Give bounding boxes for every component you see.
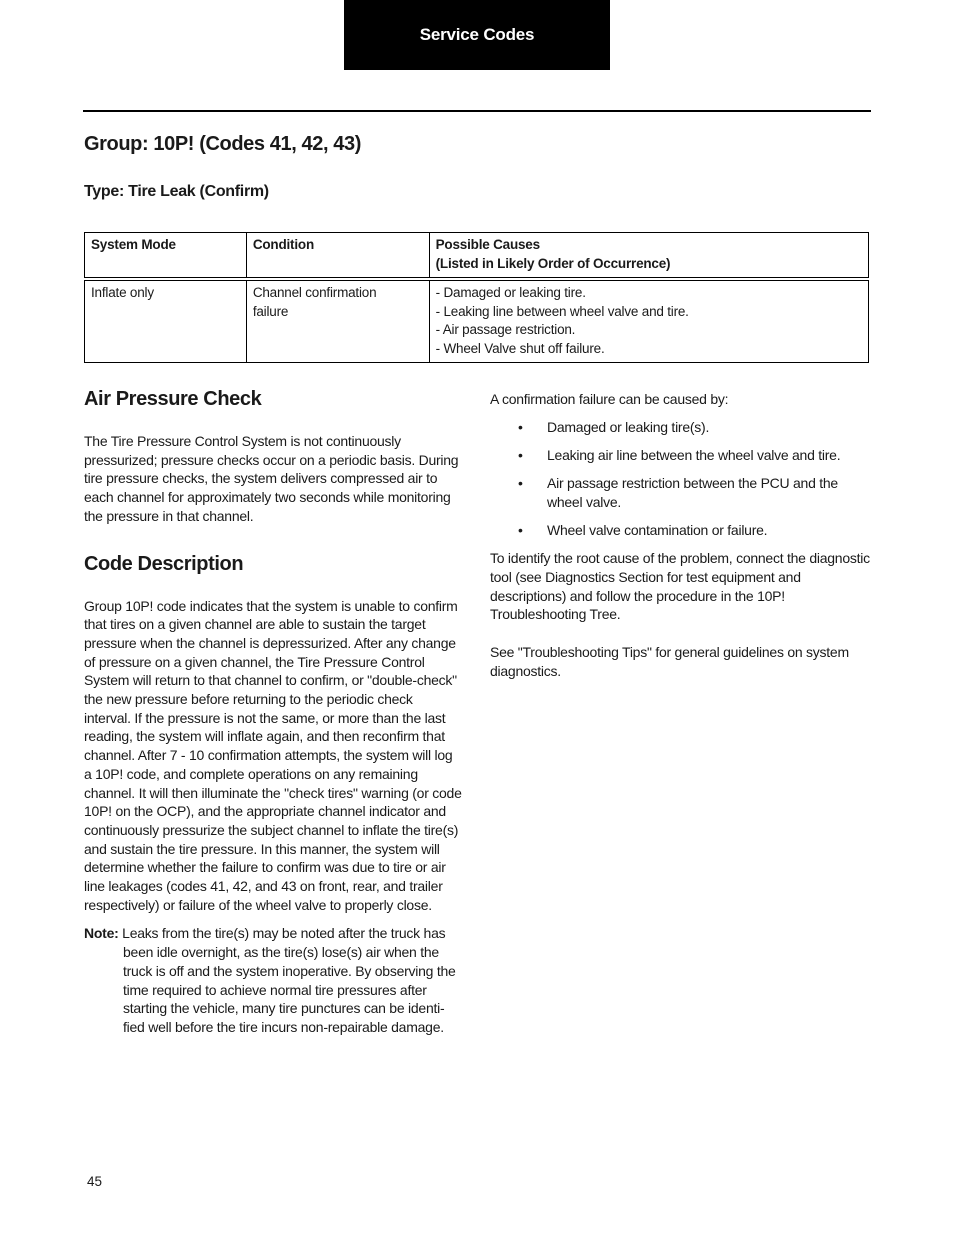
list-item [490,474,870,511]
header-possible-causes: Possible Causes (Listed in Likely Order of Occurrence) [429,233,868,280]
troubleshooting-tips-paragraph: See "Troubleshooting Tips" for general guidelines on system diagnostics. [490,644,849,679]
right-column [490,390,870,680]
air-pressure-heading: Air Pressure Check [84,388,262,410]
note-label: Note: [84,925,119,942]
bullet-icon: • [518,475,523,492]
header-condition: Condition [246,233,429,280]
page-number: 45 [87,1174,103,1189]
code-description-heading: Code Description [84,552,244,575]
bullet-icon: • [518,446,523,463]
header-system-mode: System Mode [85,233,247,280]
note-paragraph [84,924,462,1036]
note-text: Leaks from the tire(s) may be noted after the truck has been idle overnight, as the tire(s) lose(s) air when the truck is off and the system inoperative. By observing the time required to achieve normal tire pressures after starting the vehicle, many tire punctures can be identi-fied well before the tire incurs non-repairable damage. [122,925,456,1035]
cell-condition: Channel confirmation failure [246,279,429,363]
air-pressure-body: The Tire Pressure Control System is not continuously pressurized; pressure checks occur on a periodic basis. During tire pressure checks, the system delivers compressed air to each channel for approximately two seconds while monitoring the pressure in that channel. [84,433,459,524]
left-column [84,388,462,1037]
code-description-body: Group 10P! code indicates that the system is unable to confirm that tires on a given channel are able to sustain the target pressure when the channel is depressurized. After any change of pressure on a given channel, the Tire Pressure Control System will return to that channel to confirm, or "double-check" the new pressure before returning to the periodic check interval. If the pressure is not the same, or more than the last reading, the system will inflate again, and then reconfirm that channel. After 7 - 10 confirmation attempts, the system will log a 10P! code, and complete operations on any remaining channel. It will then illuminate the "check tires" warning (or code 10P! on the OCP), and the appropriate channel indicator and continuously pressurize the subject channel to inflate the tire(s) and sustain the tire pressure. In this manner, the system will determine whether the failure to confirm was due to tire or air line leakages (codes 41, 42, and 43 on front, rear, and trailer respectively) or failure of the wheel valve to properly close. [84,597,462,913]
cell-possible-causes: - Damaged or leaking tire. - Leaking line between wheel valve and tire. - Air passage restriction. - Wheel Valve shut off failure. [429,279,868,363]
list-item-text: Damaged or leaking tire(s). [547,418,710,435]
group-title: Group: 10P! (Codes 41, 42, 43) [84,133,361,155]
list-item [490,521,870,540]
table-header-row [85,233,869,280]
type-title: Type: Tire Leak (Confirm) [84,183,269,200]
bullet-icon: • [518,522,523,539]
root-cause-paragraph: To identify the root cause of the problem, connect the diagnostic tool (see Diagnostics Section for test equipment and descriptions) and follow the procedure in the 10P! Troubleshooting Tree. [490,550,870,623]
causes-intro: A confirmation failure can be caused by: [490,391,729,407]
section-header-label: Service Codes [419,25,535,44]
service-code-table [84,232,869,363]
list-item-text: Air passage restriction between the PCU and the wheel valve. [547,475,838,510]
list-item-text: Wheel valve contamination or failure. [547,522,768,539]
section-header-tab [344,0,610,70]
header-divider [83,110,871,112]
bullet-icon: • [518,418,523,435]
table-row [85,279,869,363]
list-item-text: Leaking air line between the wheel valve and tire. [547,446,841,463]
list-item [490,418,870,437]
causes-list [490,418,870,540]
cell-system-mode: Inflate only [85,279,247,363]
list-item [490,446,870,465]
